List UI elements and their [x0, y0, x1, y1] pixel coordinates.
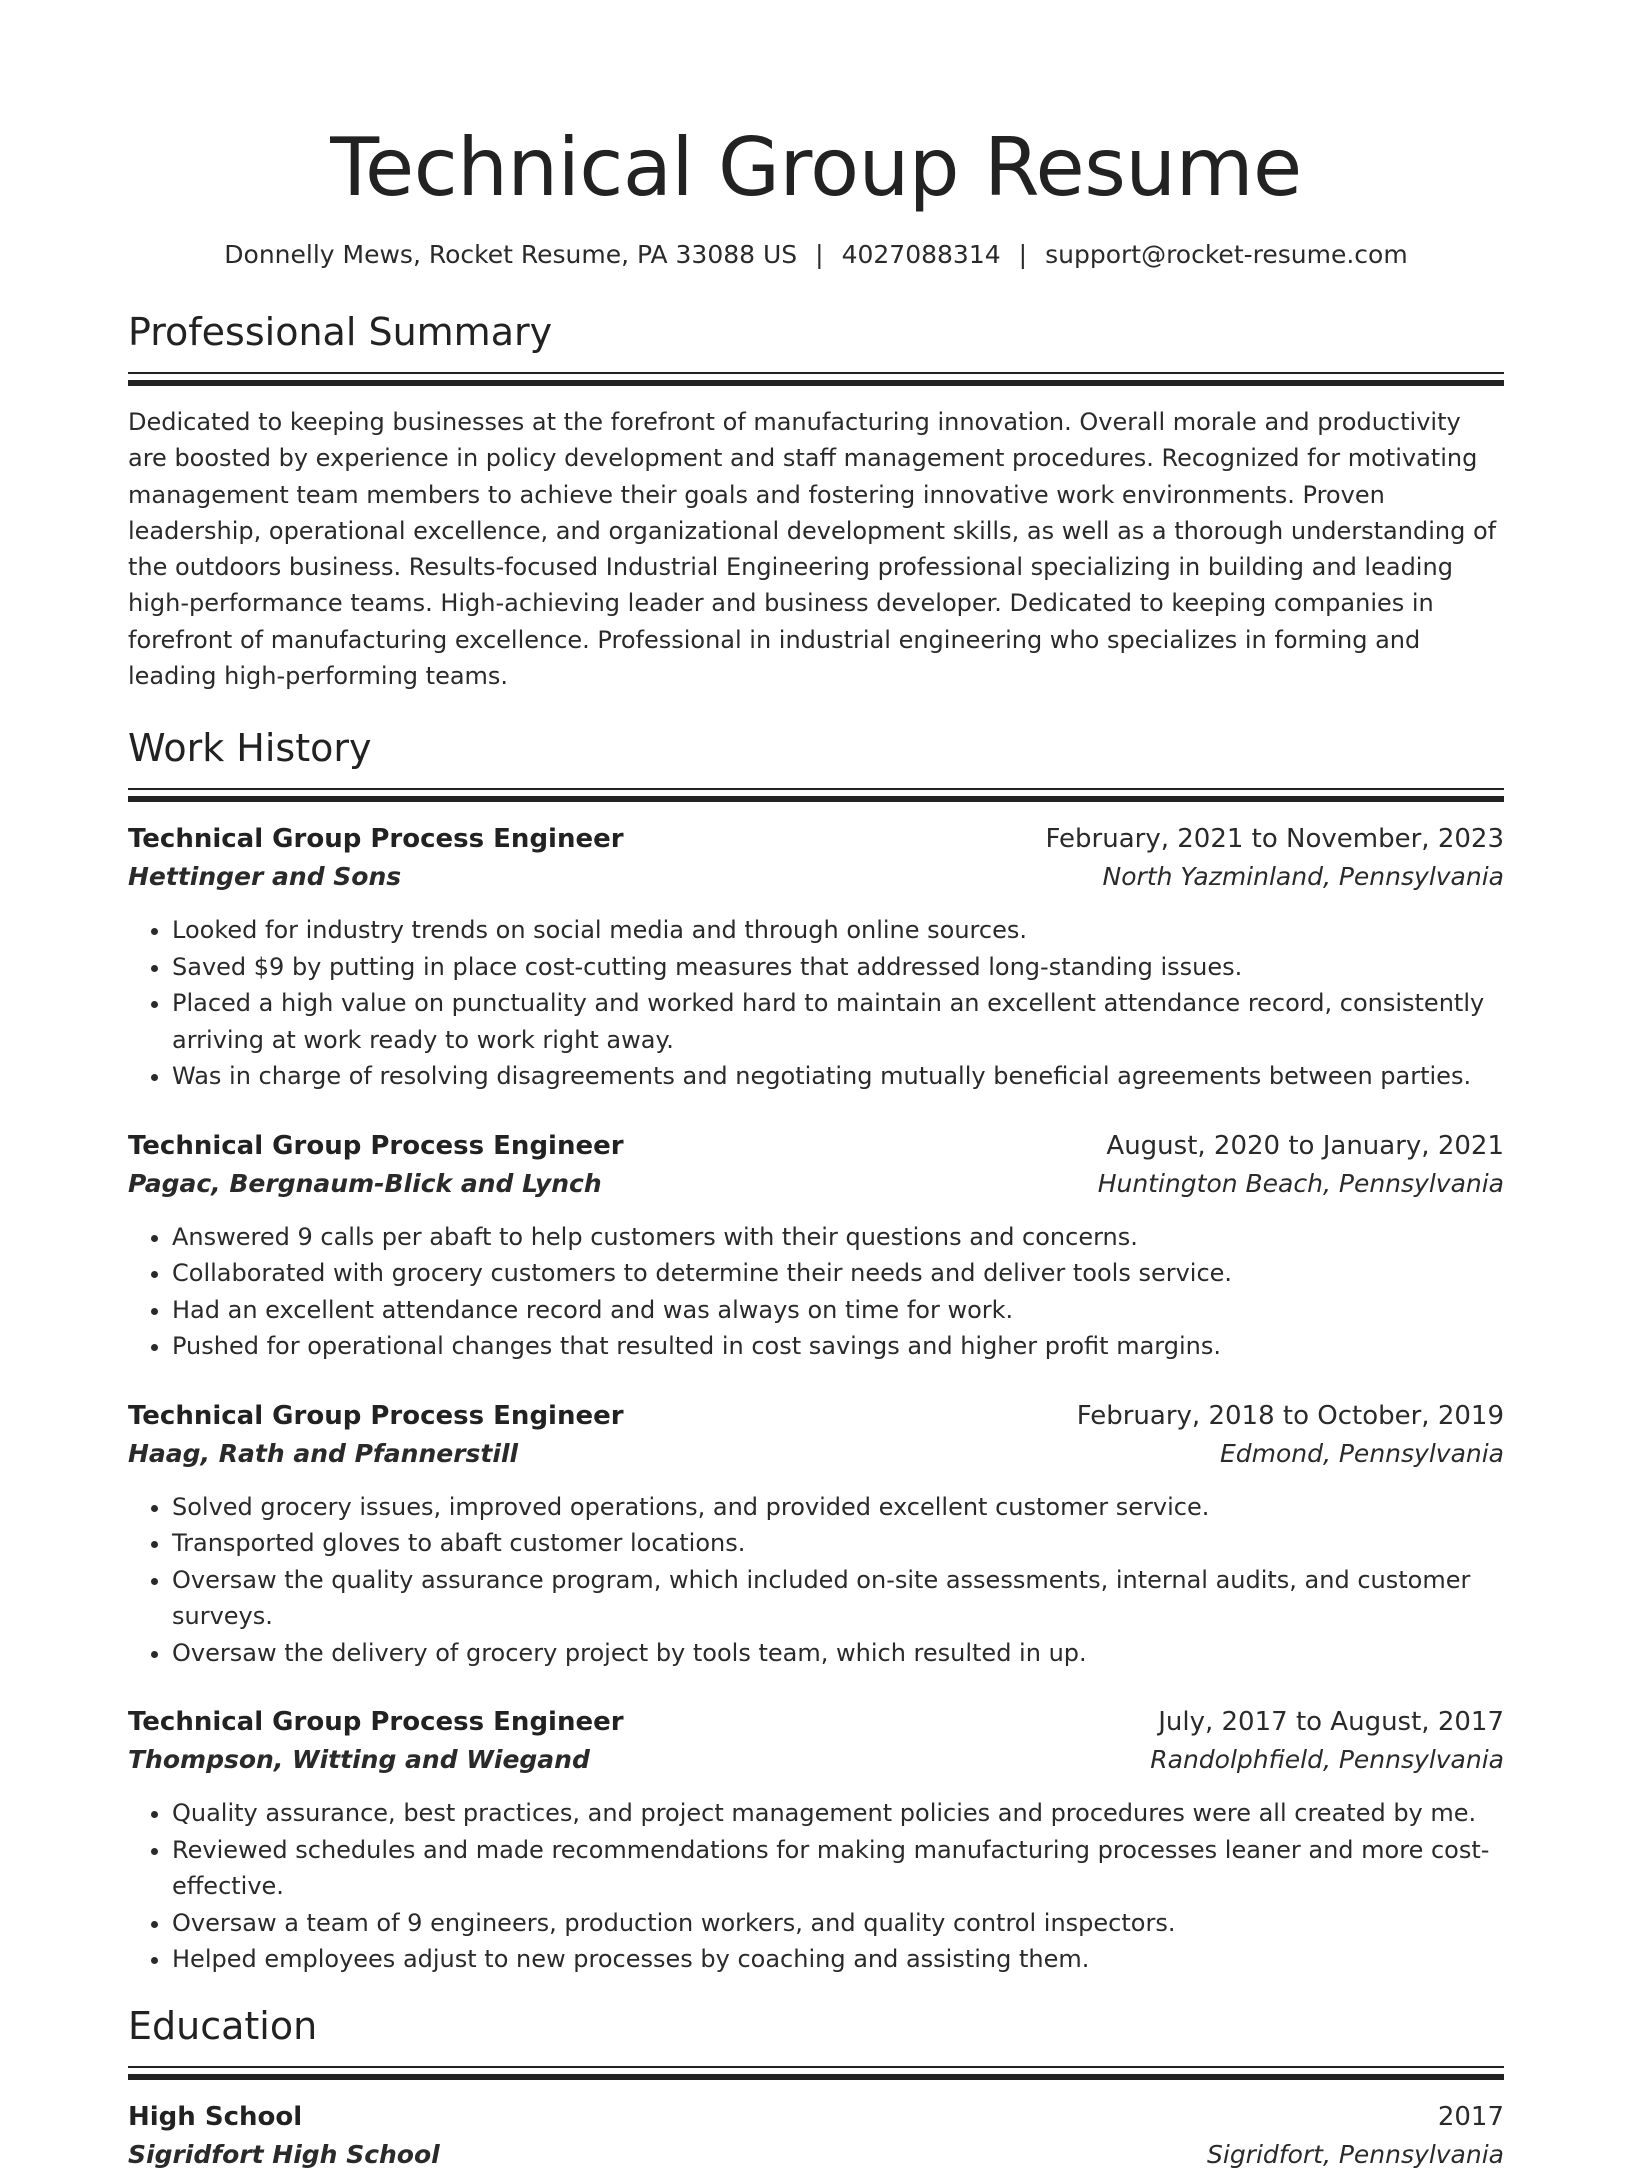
job-bullet: • Transported gloves to abaft customer locations.	[172, 1525, 1504, 1562]
job-company: Hettinger and Sons	[128, 862, 402, 892]
job-bullets	[128, 912, 1504, 1095]
section-divider	[128, 372, 1504, 374]
job-dates: February, 2021 to November, 2023	[1045, 824, 1504, 855]
job-company: Pagac, Bergnaum-Blick and Lynch	[128, 1168, 602, 1198]
job-bullet: • Was in charge of resolving disagreements and negotiating mutually beneficial agreements between parties.	[172, 1058, 1504, 1095]
job-bullet: • Oversaw the quality assurance program, which included on-site assessments, internal audits, and customer surveys.	[172, 1562, 1504, 1635]
job-title: Technical Group Process Engineer	[128, 1707, 624, 1738]
contact-email: support@rocket-resume.com	[1045, 240, 1408, 269]
contact-separator: |	[1018, 240, 1028, 269]
job-bullet: • Oversaw a team of 9 engineers, production workers, and quality control inspectors.	[172, 1905, 1504, 1942]
job-bullets	[128, 1795, 1504, 1978]
section-divider	[128, 2066, 1504, 2068]
job-location: Edmond, Pennsylvania	[1219, 1438, 1504, 1468]
job-entry	[128, 802, 1504, 1095]
job-entry	[128, 1671, 1504, 1978]
job-bullet: • Answered 9 calls per abaft to help customers with their questions and concerns.	[172, 1219, 1504, 1256]
section-divider-thick	[128, 380, 1504, 386]
resume-page	[128, 0, 1504, 2174]
job-bullet: • Had an excellent attendance record and was always on time for work.	[172, 1292, 1504, 1329]
job-bullets	[128, 1219, 1504, 1365]
education-entry	[128, 2080, 1504, 2174]
contact-phone: 4027088314	[841, 240, 1001, 269]
job-title: Technical Group Process Engineer	[128, 1400, 624, 1431]
contact-separator: |	[815, 240, 824, 269]
section-heading-education: Education	[128, 2003, 318, 2048]
job-bullet: • Reviewed schedules and made recommendations for making manufacturing processes leaner and more cost-effective.	[172, 1832, 1504, 1905]
job-bullet: • Collaborated with grocery customers to determine their needs and deliver tools service.	[172, 1255, 1504, 1292]
job-dates: August, 2020 to January, 2021	[1106, 1130, 1504, 1161]
resume-title: Technical Group Resume	[330, 121, 1302, 214]
section-divider	[128, 788, 1504, 790]
section-heading-work: Work History	[128, 726, 372, 771]
job-bullet: • Looked for industry trends on social media and through online sources.	[172, 912, 1504, 949]
education-year: 2017	[1437, 2101, 1504, 2132]
job-title: Technical Group Process Engineer	[128, 824, 624, 855]
job-bullets	[128, 1489, 1504, 1672]
job-bullet: • Oversaw the delivery of grocery project by tools team, which resulted in up.	[172, 1635, 1504, 1672]
job-bullet: • Saved $9 by putting in place cost-cutting measures that addressed long-standing issues.	[172, 949, 1504, 986]
job-dates: February, 2018 to October, 2019	[1076, 1400, 1504, 1431]
job-dates: July, 2017 to August, 2017	[1158, 1707, 1504, 1738]
contact-address: Donnelly Mews, Rocket Resume, PA 33088 US	[224, 240, 798, 269]
work-history-section	[128, 724, 1504, 1978]
section-heading-summary: Professional Summary	[128, 310, 553, 354]
job-title: Technical Group Process Engineer	[128, 1130, 624, 1161]
job-bullet: • Solved grocery issues, improved operations, and provided excellent customer service.	[172, 1489, 1504, 1526]
education-degree: High School	[128, 2101, 303, 2132]
job-bullet: • Helped employees adjust to new processes by coaching and assisting them.	[172, 1941, 1504, 1978]
education-section	[128, 2002, 1504, 2174]
job-company: Thompson, Witting and Wiegand	[128, 1745, 590, 1775]
job-location: Huntington Beach, Pennsylvania	[1097, 1168, 1504, 1198]
job-location: North Yazminland, Pennsylvania	[1102, 862, 1504, 892]
job-bullet: • Placed a high value on punctuality and worked hard to maintain an excellent attendance record, consistently arriving at work ready to work right away.	[172, 985, 1504, 1058]
education-school: Sigridfort High School	[128, 2139, 440, 2169]
job-location: Randolphfield, Pennsylvania	[1150, 1745, 1504, 1775]
job-company: Haag, Rath and Pfannerstill	[128, 1438, 519, 1468]
job-entry	[128, 1365, 1504, 1672]
summary-section	[128, 308, 1504, 694]
education-location: Sigridfort, Pennsylvania	[1207, 2139, 1504, 2169]
contact-line	[128, 238, 1504, 272]
job-bullet: • Quality assurance, best practices, and project management policies and procedures were all created by me.	[172, 1795, 1504, 1832]
job-bullet: • Pushed for operational changes that resulted in cost savings and higher profit margins.	[172, 1328, 1504, 1365]
summary-text: Dedicated to keeping businesses at the forefront of manufacturing innovation. Overall morale and productivity are boosted by experience in policy development and staff management procedures. Recognized for motivating management team members to achieve their goals and fostering innovative work environments. Proven leadership, operational excellence, and organizational development skills, as well as a thorough understanding of the outdoors business. Results-focused Industrial Engineering professional specializing in building and leading high-performance teams. High-achieving leader and business developer. Dedicated to keeping companies in forefront of manufacturing excellence. Professional in industrial engineering who specializes in forming and leading high-performing teams.	[128, 408, 1497, 691]
job-entry	[128, 1095, 1504, 1365]
